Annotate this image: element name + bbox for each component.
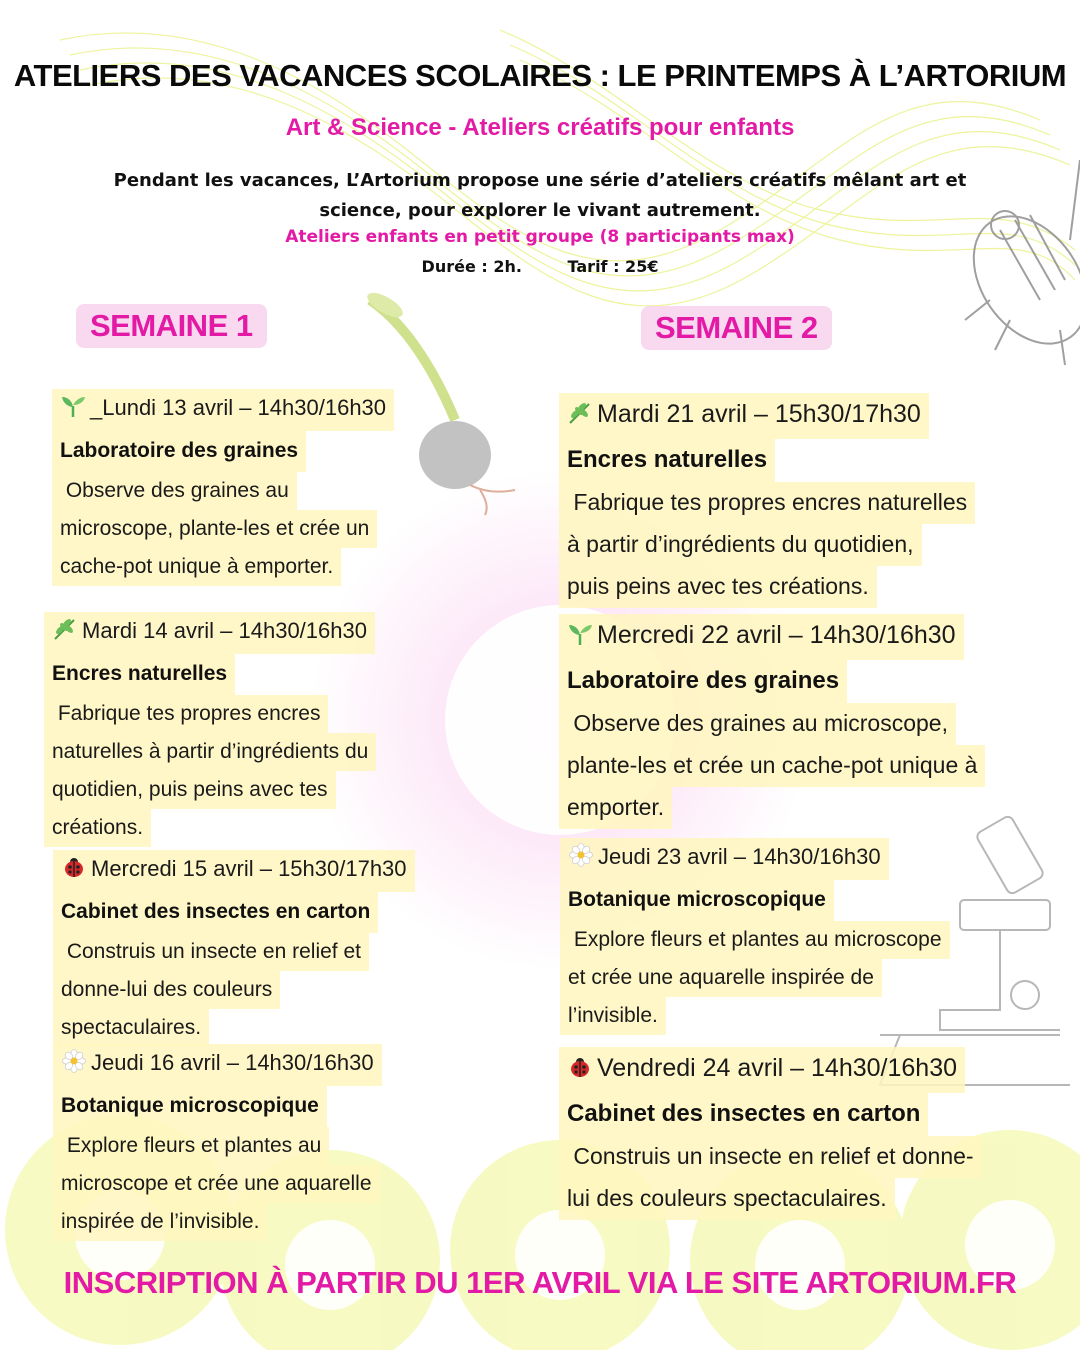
workshop-description-line: Construis un insecte en relief et donne- [559,1136,982,1178]
workshop-name: Laboratoire des graines [559,660,847,703]
workshop-date: Mercredi 22 avril – 14h30/16h30 [559,614,964,660]
workshop-name: Cabinet des insectes en carton [53,892,378,933]
week1-workshop-4 [53,1044,382,1241]
price-label: Tarif : 25€ [567,257,659,276]
workshop-name: Encres naturelles [559,439,775,482]
workshop-date: Mardi 14 avril – 14h30/16h30 [44,612,375,654]
intro-text: Pendant les vacances, L’Artorium propose une série d’ateliers créatifs mêlant art et science, pour explorer le vivant autrement. [113,170,967,221]
week2-workshop-1 [559,393,975,608]
workshop-name: Encres naturelles [44,654,235,695]
ladybug-icon [61,854,87,890]
seedling-icon [567,618,593,658]
workshop-description-line: créations. [44,809,151,847]
workshop-description-line: l’invisible. [560,997,666,1035]
workshop-description-line: naturelles à partir d’ingrédients du [44,733,376,771]
workshop-name: Botanique microscopique [560,880,834,921]
workshop-name: Botanique microscopique [53,1086,327,1127]
workshop-description-line: Fabrique tes propres encres naturelles [559,482,975,524]
workshop-name: Laboratoire des graines [52,431,306,472]
seedling-icon [60,393,86,429]
workshop-description-line: Fabrique tes propres encres [44,695,328,733]
workshop-description-line: Explore fleurs et plantes au microscope [560,921,950,959]
duration-label: Durée : 2h. [421,257,522,276]
workshop-description-line: Observe des graines au [52,472,297,510]
workshop-date: Vendredi 24 avril – 14h30/16h30 [559,1047,965,1093]
daisy-icon [61,1048,87,1084]
workshop-description-line: quotidien, puis peins avec tes [44,771,336,809]
week2-workshop-2 [559,614,985,829]
workshop-description-line: donne-lui des couleurs [53,971,280,1009]
registration-footer: INSCRIPTION À PARTIR DU 1ER AVRIL VIA LE SITE ARTORIUM.FR [63,1265,1017,1300]
workshop-description-line: cache-pot unique à emporter. [52,548,341,586]
workshop-description-line: lui des couleurs spectaculaires. [559,1178,895,1220]
workshop-description-line: emporter. [559,787,672,829]
group-info: Ateliers enfants en petit groupe (8 participants max) [285,227,795,247]
workshop-description-line: et crée une aquarelle inspirée de [560,959,882,997]
workshop-description-line: à partir d’ingrédients du quotidien, [559,524,922,566]
workshop-description-line: microscope, plante-les et crée un [52,510,377,548]
workshop-description-line: puis peins avec tes créations. [559,566,877,608]
week1-workshop-3 [53,850,415,1047]
workshop-name: Cabinet des insectes en carton [559,1093,928,1136]
week1-workshop-1 [52,389,394,586]
workshop-description-line: plante-les et crée un cache-pot unique à [559,745,985,787]
ladybug-icon [567,1051,593,1091]
herb-icon [52,616,78,652]
workshop-description-line: Observe des graines au microscope, [559,703,956,745]
page-subtitle: Art & Science - Ateliers créatifs pour enfants [285,114,795,141]
week1-badge: SEMAINE 1 [76,304,267,348]
workshop-description-line: Explore fleurs et plantes au [53,1127,329,1165]
workshop-date: Mercredi 15 avril – 15h30/17h30 [53,850,415,892]
workshop-description-line: inspirée de l’invisible. [53,1203,267,1241]
daisy-icon [568,842,594,878]
workshop-description-line: Construis un insecte en relief et [53,933,369,971]
week2-workshop-3 [560,838,950,1035]
workshop-date: _Lundi 13 avril – 14h30/16h30 [52,389,394,431]
week2-workshop-4 [559,1047,982,1220]
page-title: ATELIERS DES VACANCES SCOLAIRES : LE PRINTEMPS À L’ARTORIUM [13,58,1067,93]
workshop-description-line: spectaculaires. [53,1009,209,1047]
workshop-date: Mardi 21 avril – 15h30/17h30 [559,393,929,439]
workshop-date: Jeudi 16 avril – 14h30/16h30 [53,1044,382,1086]
workshop-date: Jeudi 23 avril – 14h30/16h30 [560,838,889,880]
workshop-description-line: microscope et crée une aquarelle [53,1165,380,1203]
week1-workshop-2 [44,612,376,847]
herb-icon [567,397,593,437]
duration-price [0,257,1080,276]
week2-badge: SEMAINE 2 [641,306,832,350]
